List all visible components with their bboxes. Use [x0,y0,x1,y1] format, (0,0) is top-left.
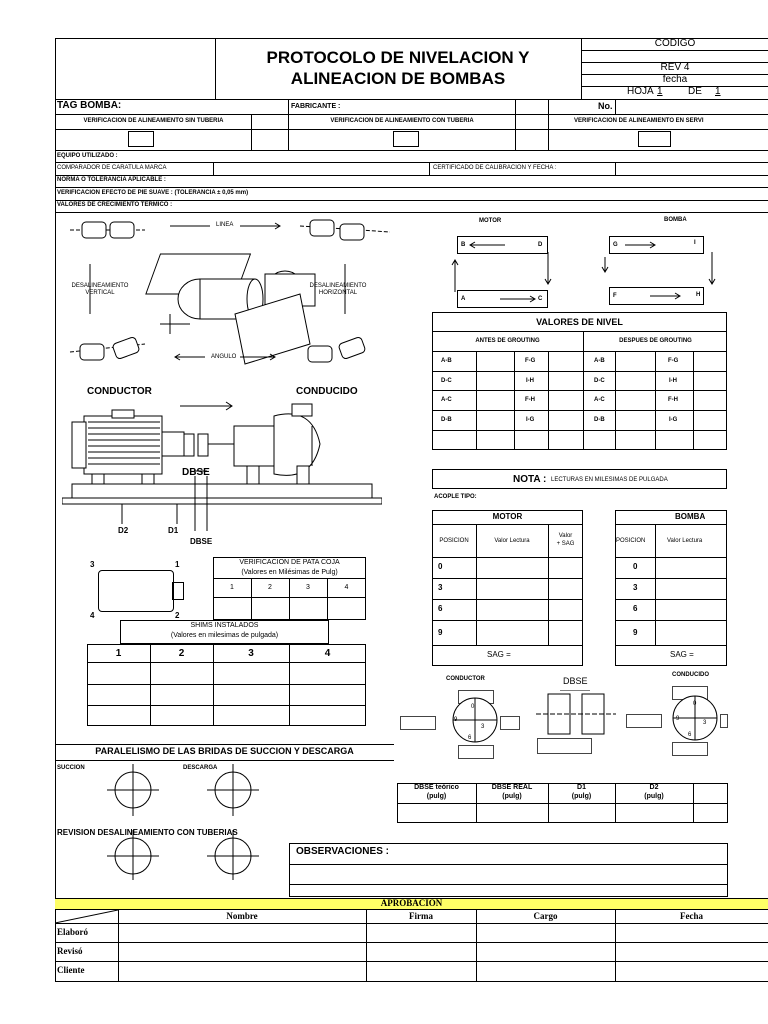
nivel-cell: D-C [594,378,605,384]
desal-vertical-label-1: DESALINEAMIENTO [71,283,129,289]
nivel-cell: I-G [526,417,535,423]
desal-horizontal-label-1: DESALINEAMIENTO [309,283,367,289]
pump-motor-drawing [62,396,382,546]
bomba-pos-3: 3 [633,583,638,592]
bomba-point-box-bottom: F H [609,287,704,305]
nivel-title: VALORES DE NIVEL [536,317,623,327]
shims-title: SHIMS INSTALADOS [190,622,259,629]
conducido-label: CONDUCIDO [296,386,358,397]
motor-readings-title: MOTOR [492,512,523,521]
d2-unit: (pulg) [644,793,664,800]
fecha-header: Fecha [680,911,703,921]
motor-footprint [98,570,174,612]
dbse-bottom-label: DBSE [190,537,213,546]
aprobacion-title: APROBACION [380,898,443,908]
acople-label: ACOPLE TIPO: [434,494,477,500]
posicion-header: POSICION [616,538,646,544]
valor-sag-header: Valor [558,533,573,539]
bomba-sag: SAG = [670,650,694,659]
pie-suave-label: VERIFICACION EFECTO DE PIE SUAVE : (TOLERANCIA ± 0,05 mm) [57,190,249,196]
bomba-readings-table [615,510,727,666]
checkbox-sin-tuberia[interactable] [128,131,154,147]
desal-horizontal-label-2: HORIZONTAL [318,290,358,296]
dbse-teorico-unit: (pulg) [426,793,447,800]
cliente-label: Cliente [57,965,85,975]
shims-col: 3 [248,648,254,659]
fabricante-label: FABRICANTE : [291,103,341,110]
dial-6: 6 [688,732,692,738]
foot-label: 4 [90,611,95,620]
d2-header: D2 [649,784,659,791]
pata-coja-col: 2 [268,584,272,591]
nivel-cell: F-H [525,397,535,403]
dbse-teorico-header: DBSE teórico [414,784,459,791]
nivel-cell: I-H [669,378,677,384]
norma-label: NORMA O TOLERANCIA APLICABLE : [57,177,166,183]
nivel-cell: A-C [594,397,605,403]
nivel-cell: D-B [594,417,605,423]
shims-subtitle: (Valores en milesimas de pulgada) [170,632,279,639]
firma-header: Firma [409,911,433,921]
nivel-cell: A-B [594,358,605,364]
nota-label: NOTA : [513,474,547,485]
motor-pos-3: 3 [438,583,443,592]
motor-title: MOTOR [479,218,502,224]
pata-coja-col: 3 [306,584,310,591]
pata-coja-subtitle: (Valores en Milésimas de Pulg) [241,569,338,576]
hoja-label: HOJA [627,86,654,97]
motor-pos-9: 9 [438,628,443,637]
d1-header: D1 [577,784,586,791]
nivel-cell: F-H [668,397,678,403]
linea-label: LINEA [216,222,234,228]
de-number: 1 [715,86,721,97]
bomba-pos-9: 9 [633,628,638,637]
nota-frame [432,469,727,489]
dial-0: 0 [693,701,697,707]
bomba-pos-6: 6 [633,604,638,613]
equipo-utilizado-label: EQUIPO UTILIZADO : [57,153,118,159]
conductor-label: CONDUCTOR [87,386,152,397]
codigo-label: CODIGO [654,38,696,49]
foot-label: 1 [175,560,180,569]
motor-point-box-top: B D [457,236,548,254]
left-border [55,38,56,982]
bomba-title: BOMBA [664,217,687,223]
pata-coja-col: 1 [230,584,234,591]
de-label: DE [688,86,702,97]
coupling-conducido-label: CONDUCIDO [672,672,709,678]
checkbox-con-tuberia[interactable] [393,131,419,147]
dial-6: 6 [468,735,472,741]
descarga-label: DESCARGA [183,765,218,771]
dial-9: 9 [454,717,458,723]
pata-coja-title: VERIFICACION DE PATA COJA [239,559,340,566]
dial-0: 0 [471,704,475,710]
verif-en-servicio: VERIFICACION DE ALINEAMIENTO EN SERVI [574,118,704,124]
pata-coja-col: 4 [344,584,349,591]
nivel-cell: A-C [441,397,452,403]
page-title-line2: ALINEACION DE BOMBAS [290,69,506,88]
antes-grouting: ANTES DE GROUTING [475,338,540,344]
despues-grouting: DESPUES DE GROUTING [619,338,692,344]
crecimiento-label: VALORES DE CRECIMIENTO TERMICO : [57,202,173,208]
certificado-label: CERTIFICADO DE CALIBRACION Y FECHA : [433,165,557,171]
angulo-label: ANGULO [211,354,237,360]
bomba-pos-0: 0 [633,562,638,571]
verif-con-tuberia: VERIFICACION DE ALINEAMIENTO CON TUBERIA [330,118,474,124]
revision-label: REVISION DESALINEAMIENTO CON TUBERIAS [57,828,238,837]
comparador-label: COMPARADOR DE CARATULA MARCA [57,165,167,171]
dial-input[interactable] [400,716,436,730]
dbse-real-unit: (pulg) [502,793,522,800]
nivel-cell: F-G [668,358,679,364]
shims-col: 1 [115,648,122,659]
nivel-cell: I-H [526,378,534,384]
coupling-conductor-label: CONDUCTOR [446,676,485,682]
dial-3: 3 [481,724,485,730]
points-arrows [450,232,720,312]
no-label: No. [598,101,613,111]
foot-label: 3 [90,560,95,569]
tag-bomba-label: TAG BOMBA: [57,100,122,111]
nivel-cell: D-B [441,417,452,423]
verif-sin-tuberia: VERIFICACION DE ALINEAMIENTO SIN TUBERIA [83,118,224,124]
nota-text: LECTURAS EN MILESIMAS DE PULGADA [551,477,668,483]
shims-col: 2 [178,648,185,659]
shaft-stub [172,582,184,600]
bomba-readings-title: BOMBA [675,512,706,521]
nivel-cell: I-G [669,417,678,423]
motor-pos-0: 0 [438,562,443,571]
page-title-line1: PROTOCOLO DE NIVELACION Y [266,48,530,67]
elaboro-label: Elaboró [57,927,89,937]
dbse-real-header: DBSE REAL [491,784,533,791]
d2-label: D2 [118,526,129,535]
fecha-label: fecha [662,74,688,85]
dial-3: 3 [703,720,707,726]
valor-lectura-header: Valor Lectura [667,538,703,544]
dial-9: 9 [676,716,680,722]
valor-sag-header: + SAG [556,541,575,547]
dbse-drawing-label: DBSE [182,467,210,478]
nombre-header: Nombre [226,911,258,921]
hoja-number: 1 [657,86,663,97]
observaciones-label: OBSERVACIONES : [296,846,389,857]
diagonal-cell [55,910,118,923]
nivel-cell: D-C [441,378,452,384]
paralelismo-title: PARALELISMO DE LAS BRIDAS DE SUCCION Y DESCARGA [95,746,354,756]
succion-label: SUCCION [57,765,85,771]
posicion-header: POSICION [439,538,469,544]
motor-sag: SAG = [487,650,511,659]
d1-label: D1 [168,526,179,535]
reviso-label: Revisó [57,946,83,956]
rev-label: REV 4 [660,62,690,73]
motor-pos-6: 6 [438,604,443,613]
bomba-point-box-top: G I [609,236,704,254]
nivel-cell: F-G [525,358,536,364]
cargo-header: Cargo [533,911,558,921]
nivel-cell: A-B [441,358,452,364]
desal-vertical-label-2: VERTICAL [85,290,115,296]
shims-col: 4 [324,648,331,659]
coupling-dials [440,690,730,750]
checkbox-en-servicio[interactable] [638,131,671,147]
coupling-dbse-label: DBSE [563,676,588,686]
valor-lectura-header: Valor Lectura [494,538,530,544]
foot-label: 2 [175,611,180,620]
motor-point-box-bottom: A C [457,290,548,308]
flange-crosshairs [95,762,275,882]
d1-unit: (pulg) [571,793,592,800]
